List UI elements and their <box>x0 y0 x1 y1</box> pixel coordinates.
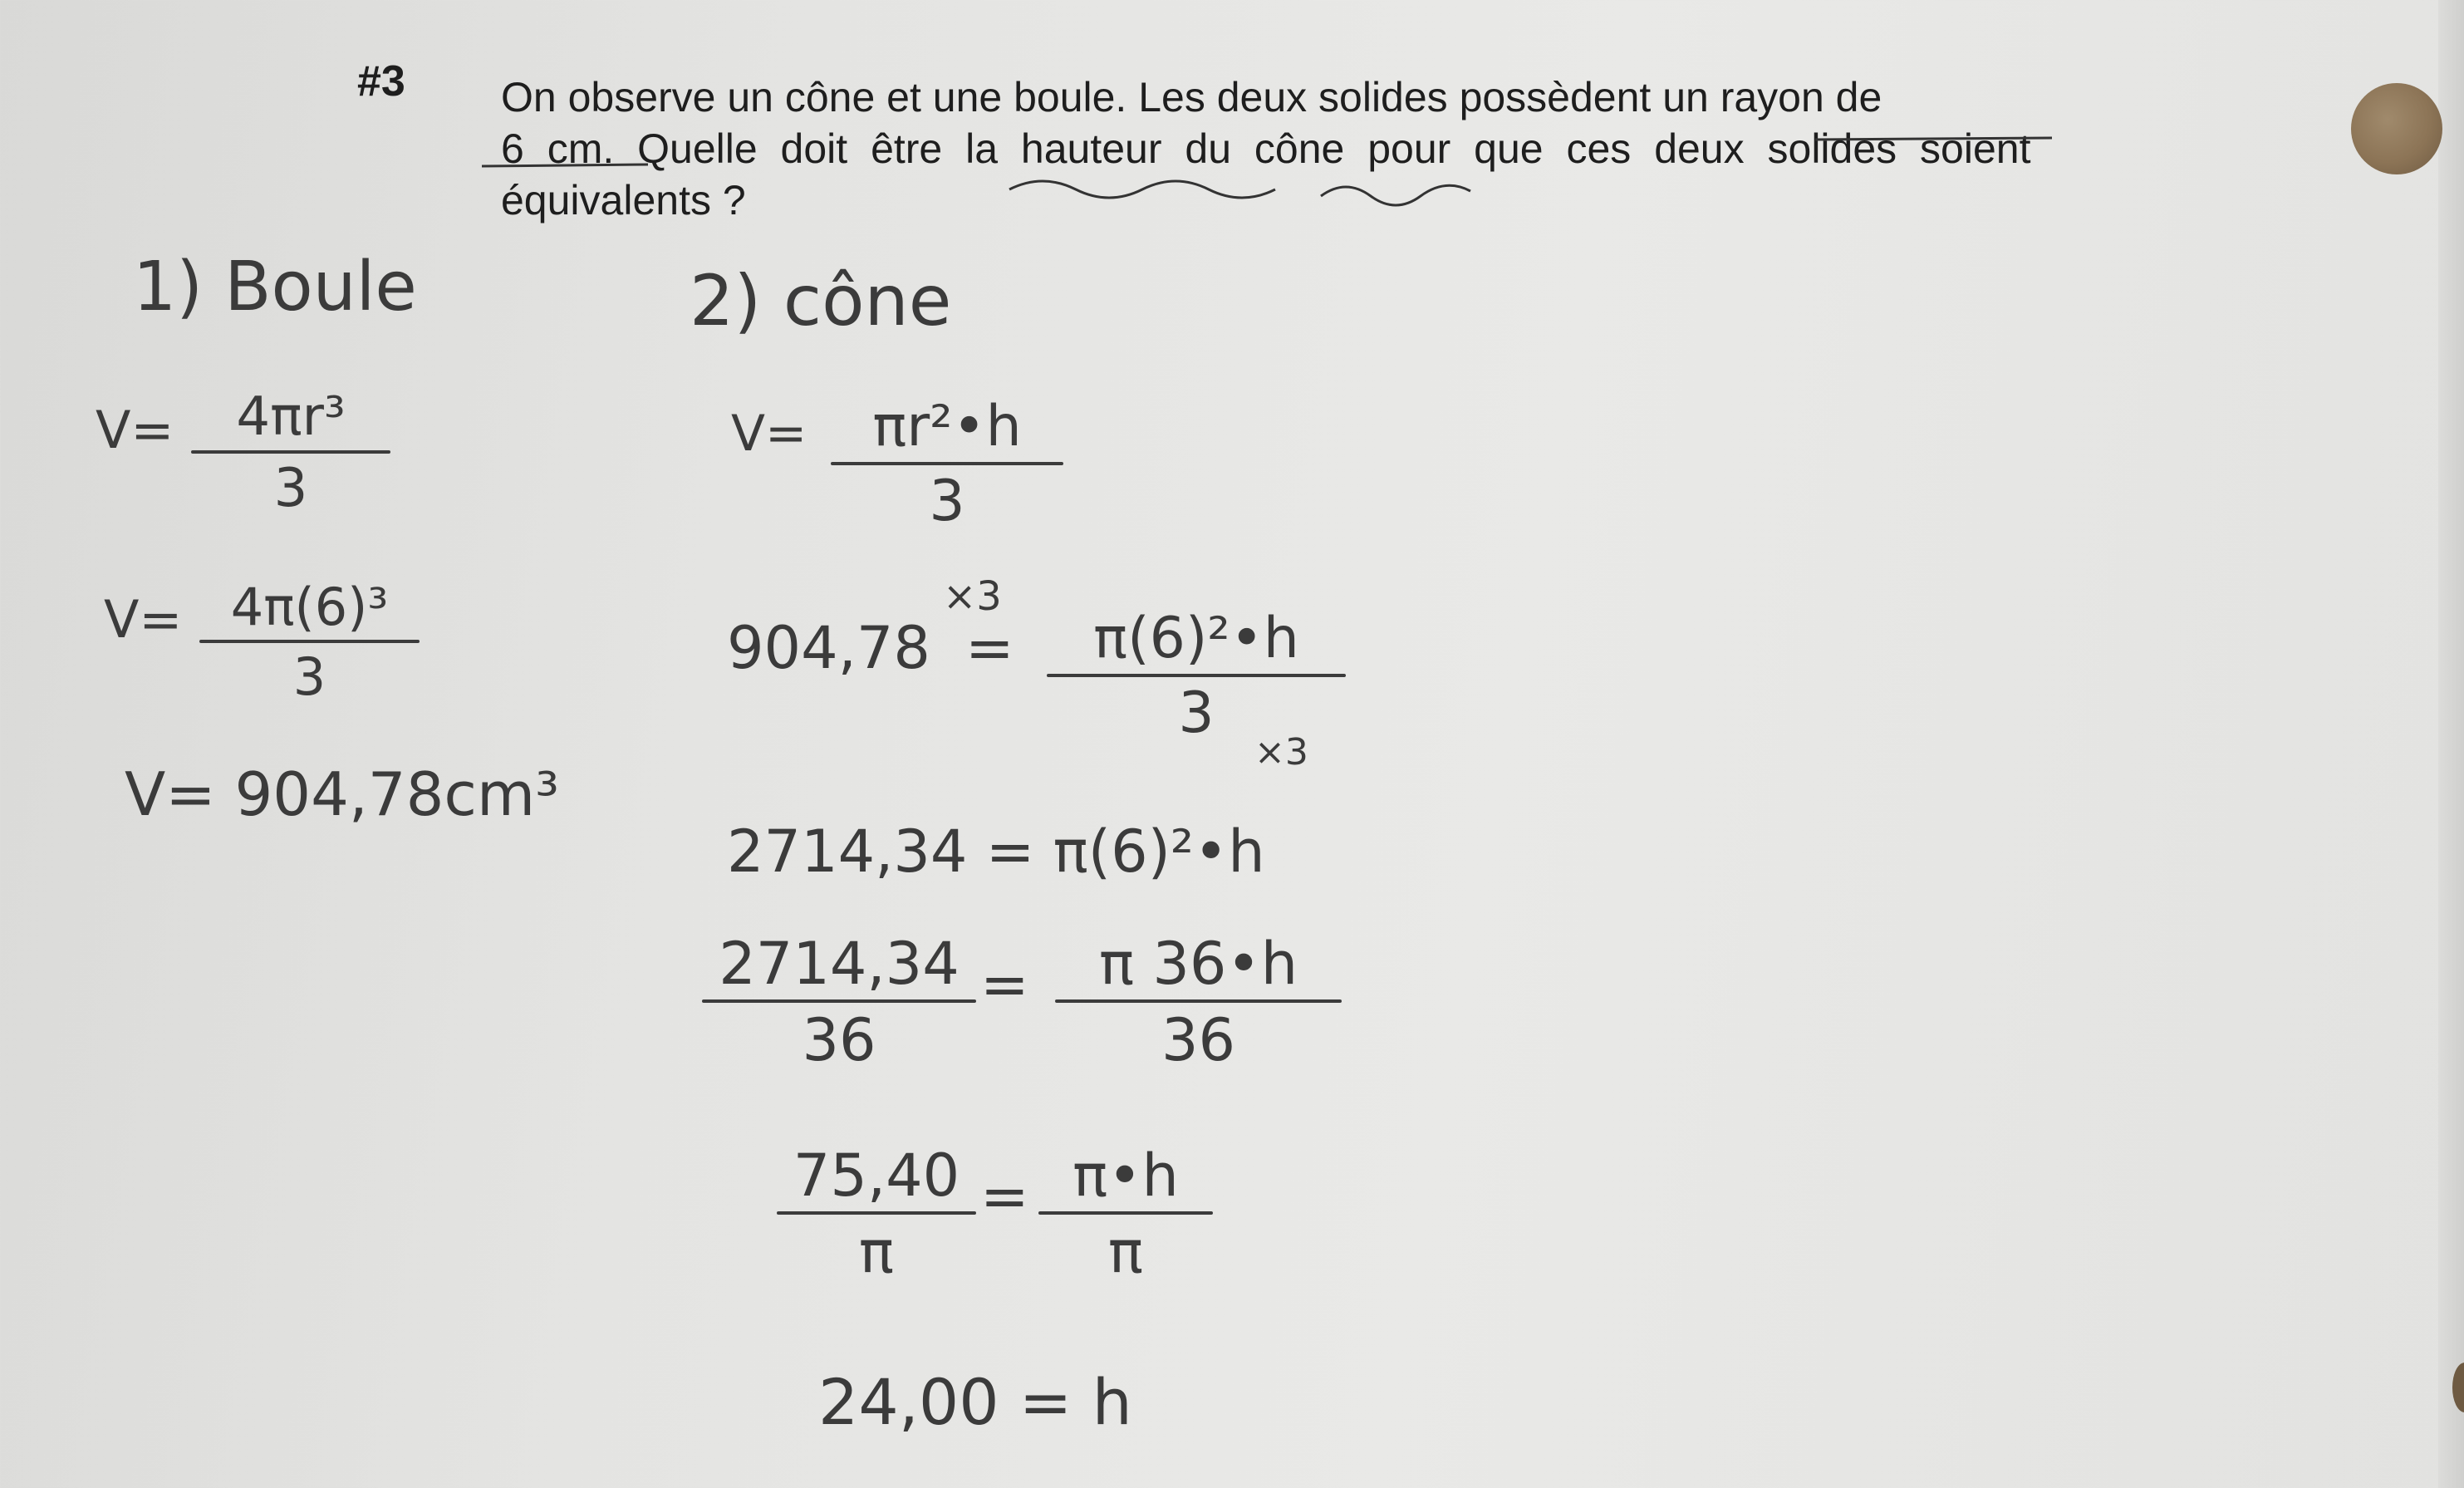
cone-step1-multiplier-bottom: ×3 <box>1254 731 1308 773</box>
cone-step1-equals: = <box>965 614 1014 682</box>
fraction-bar <box>199 640 420 643</box>
fraction-bar <box>777 1211 976 1215</box>
underline-6cm <box>482 165 648 166</box>
cone-step4-equals: = <box>980 1162 1029 1230</box>
cone-step1-fraction <box>1047 606 1346 746</box>
boule-formula-fraction <box>191 386 390 519</box>
fraction-bar <box>1055 999 1342 1003</box>
fraction-bar <box>702 999 976 1003</box>
fraction-bar <box>1038 1211 1213 1215</box>
cone-step1-multiplier-top: ×3 <box>943 573 1002 620</box>
cone-step4-right-fraction <box>1038 1142 1213 1286</box>
cone-formula-lhs: V= <box>731 405 807 463</box>
cone-step4-right-denominator: π <box>1107 1218 1144 1286</box>
cone-step2: 2714,34 = π(6)²•h <box>727 818 1265 886</box>
underline-rayon <box>1815 138 2052 140</box>
fraction-bar <box>1047 674 1346 677</box>
fraction-bar <box>191 450 390 454</box>
boule-substitution-lhs: V= <box>104 589 183 650</box>
question-line-1: On observe un cône et une boule. Les deux solides possèdent un rayon de <box>501 74 1882 120</box>
cone-step3-right-fraction <box>1055 930 1342 1074</box>
boule-substitution-numerator: 4π(6)³ <box>230 577 389 637</box>
cone-step4-left-fraction <box>777 1142 976 1286</box>
cone-step3-left-numerator: 2714,34 <box>719 930 960 998</box>
boule-substitution-fraction <box>199 577 420 707</box>
cone-step4-left-denominator: π <box>858 1218 895 1286</box>
cone-step1-denominator: 3 <box>1178 680 1215 746</box>
squiggle-hauteur <box>1009 181 1275 198</box>
boule-formula-denominator: 3 <box>273 458 308 519</box>
boule-heading: 1) Boule <box>133 248 417 327</box>
cone-formula-numerator: πr²•h <box>872 394 1022 459</box>
cone-answer: 24,00 = h <box>818 1365 1132 1439</box>
cone-step1-numerator: π(6)²•h <box>1093 606 1299 671</box>
cone-step3-left-fraction <box>702 930 976 1074</box>
cone-step3-right-numerator: π 36•h <box>1098 930 1298 998</box>
cone-formula-fraction <box>831 394 1063 534</box>
cone-step1-lhs: 904,78 <box>727 614 930 682</box>
cone-formula-denominator: 3 <box>929 469 965 534</box>
cone-step3-left-denominator: 36 <box>802 1006 876 1074</box>
boule-substitution-denominator: 3 <box>292 646 326 707</box>
cone-heading: 2) cône <box>690 260 952 341</box>
question-line-2: 6 cm. Quelle doit être la hauteur du cône pour que ces deux solides soient <box>501 125 2031 172</box>
boule-formula-lhs: V= <box>96 400 174 460</box>
squiggle-cone <box>1321 185 1470 205</box>
fraction-bar <box>831 462 1063 465</box>
cone-step3-right-denominator: 36 <box>1161 1006 1236 1074</box>
question-line-3: équivalents ? <box>501 177 746 223</box>
cone-step4-left-numerator: 75,40 <box>793 1142 960 1210</box>
cone-step4-right-numerator: π•h <box>1072 1142 1179 1210</box>
boule-result: V= 904,78cm³ <box>125 759 559 829</box>
question-number: #3 <box>357 57 405 106</box>
cone-step3-equals: = <box>980 950 1029 1019</box>
boule-formula-numerator: 4πr³ <box>236 386 346 448</box>
